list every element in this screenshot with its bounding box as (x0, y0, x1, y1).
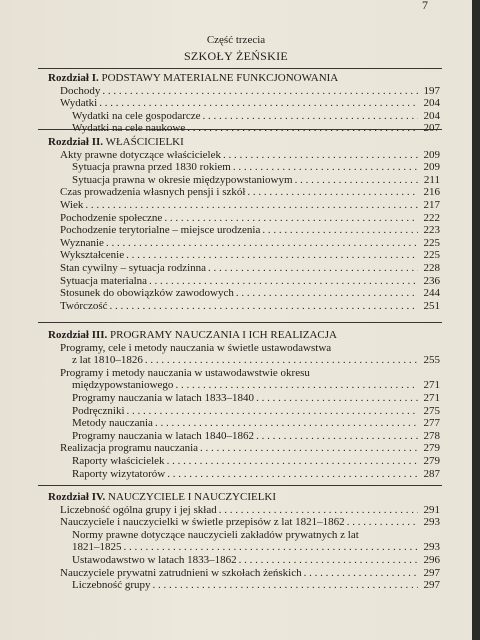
toc-entry[interactable]: Realizacja programu nauczania . . . 279 (48, 442, 440, 455)
rule-divider (38, 68, 442, 69)
toc-entry[interactable]: Wykształcenie . . . 225 (48, 249, 440, 262)
chapter-2 (48, 136, 440, 312)
toc-entry[interactable]: Nauczyciele i nauczycielki w świetle przepisów z lat 1821–1862 . . . 293 (48, 516, 440, 529)
chapter-title: WŁAŚCICIELKI (105, 136, 184, 148)
rule-divider (38, 485, 442, 486)
toc-entry[interactable]: Sytuacja prawna w okresie międzypowstaniowym . . . 211 (48, 174, 440, 187)
toc-entry[interactable]: Raporty wizytatorów . . . 287 (48, 468, 440, 481)
toc-entry[interactable]: Wiek . . . 217 (48, 199, 440, 212)
toc-entry[interactable]: Dochody . . . 197 (48, 85, 440, 98)
toc-entry[interactable]: Twórczość . . . 251 (48, 300, 440, 313)
chapter-1 (48, 72, 440, 135)
book-section-title: SZKOŁY ŻEŃSKIE (183, 49, 289, 63)
toc-entry[interactable]: Akty prawne dotyczące właścicielek . . . 209 (48, 149, 440, 162)
chapter-title: PODSTAWY MATERIALNE FUNKCJONOWANIA (101, 72, 339, 84)
toc-entry[interactable]: Nauczyciele prywatni zatrudnieni w szkołach żeńskich . . . 297 (48, 567, 440, 580)
chapter-label: Rozdział III. (48, 329, 108, 341)
toc-entry-multiline[interactable]: Programy i metody nauczania w ustawodawstwie okresu międzypowstaniowego . . . 271 (48, 367, 440, 392)
toc-entry[interactable]: Wydatki na cele naukowe . . . 207 (48, 122, 440, 135)
toc-entry[interactable]: Sytuacja materialna . . . 236 (48, 275, 440, 288)
toc-entry[interactable]: Wyznanie . . . 225 (48, 237, 440, 250)
toc-entry[interactable]: Pochodzenie terytorialne – miejsce urodzenia . . . 223 (48, 224, 440, 237)
chapter-label: Rozdział I. (48, 72, 99, 84)
page-number: 7 (422, 0, 428, 12)
toc-entry[interactable]: Metody nauczania . . . 277 (48, 417, 440, 430)
toc-entry[interactable]: Liczebność ogólna grupy i jej skład . . . 291 (48, 504, 440, 517)
rule-divider (38, 322, 442, 323)
toc-entry[interactable]: Pochodzenie społeczne . . . 222 (48, 212, 440, 225)
toc-entry[interactable]: Podręczniki . . . 275 (48, 405, 440, 418)
chapter-title: NAUCZYCIELE I NAUCZYCIELKI (108, 491, 277, 503)
toc-entry-multiline[interactable]: Programy, cele i metody nauczania w świetle ustawodawstwa z lat 1810–1826 . . . 255 (48, 342, 440, 367)
toc-entry[interactable]: Sytuacja prawna przed 1830 rokiem . . . 209 (48, 161, 440, 174)
chapter-3 (48, 329, 440, 480)
toc-entry[interactable]: Ustawodawstwo w latach 1833–1862 . . . 296 (48, 554, 440, 567)
toc-entry[interactable]: Raporty właścicielek . . . 279 (48, 455, 440, 468)
toc-entry[interactable]: Programy nauczania w latach 1840–1862 . . . 278 (48, 430, 440, 443)
chapter-label: Rozdział IV. (48, 491, 106, 503)
chapter-4 (48, 491, 440, 592)
toc-entry[interactable]: Wydatki na cele gospodarcze . . . 204 (48, 110, 440, 123)
toc-entry[interactable]: Czas prowadzenia własnych pensji i szkół . . . 216 (48, 186, 440, 199)
toc-entry[interactable]: Programy nauczania w latach 1833–1840 . . . 271 (48, 392, 440, 405)
chapter-title: PROGRAMY NAUCZANIA I ICH REALIZACJA (110, 329, 337, 341)
toc-entry[interactable]: Liczebność grupy . . . 297 (48, 579, 440, 592)
toc-entry-multiline[interactable]: Normy prawne dotyczące nauczycieli zakładów prywatnych z lat 1821–1825 . . . 293 (48, 529, 440, 554)
toc-entry[interactable]: Stan cywilny – sytuacja rodzinna . . . 228 (48, 262, 440, 275)
toc-entry[interactable]: Wydatki . . . 204 (48, 97, 440, 110)
toc-entry[interactable]: Stosunek do obowiązków zawodowych . . . 244 (48, 287, 440, 300)
chapter-label: Rozdział II. (48, 136, 103, 148)
part-title: Część trzecia (206, 34, 266, 46)
